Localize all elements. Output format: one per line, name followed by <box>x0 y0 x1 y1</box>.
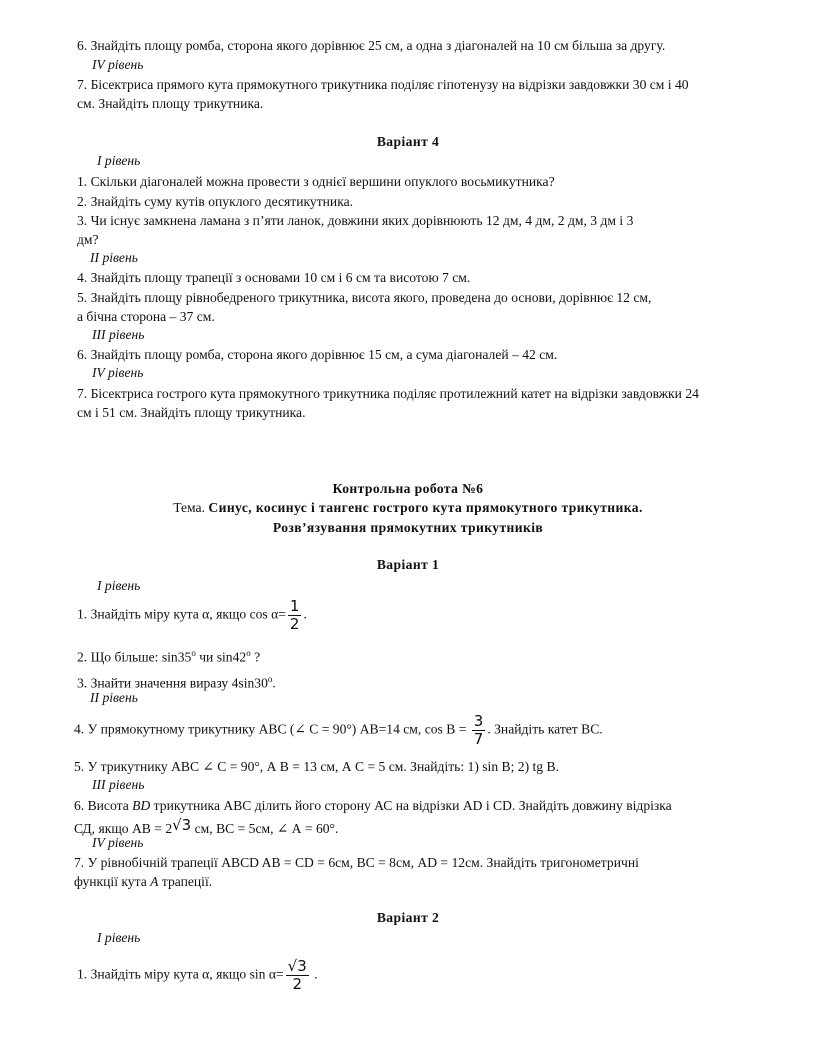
v1-level-4: IV рівень <box>92 835 144 850</box>
v4-question-2: 2. Знайдіть суму кутів опуклого десятикутника. <box>77 194 354 209</box>
v1-level-1: І рівень <box>97 578 141 593</box>
v4-question-3-line2: дм? <box>77 232 99 247</box>
v4-question-5-line1: 5. Знайдіть площу рівнобедреного трикутника, висота якого, проведена до основи, дорівнює 12 см, <box>77 290 652 305</box>
test-6-title: Контрольна робота №6 <box>332 481 484 496</box>
question-7-prev-line1: 7. Бісектриса прямого кута прямокутного трикутника поділяє гіпотенузу на відрізки завдовжки 30 см і 40 <box>77 77 689 92</box>
v1-q1-fraction <box>288 598 302 633</box>
v1-q7-line2-part2: трапеції. <box>158 874 213 889</box>
v4-level-4: IV рівень <box>92 365 144 380</box>
level-4-heading-prev: IV рівень <box>92 57 144 72</box>
v1-q2-part1: 2. Що більше: sin35 <box>77 649 192 665</box>
v1-q7-line2-part1: функції кута <box>74 874 151 889</box>
v1-level-2: ІІ рівень <box>90 690 138 705</box>
v1-q6-part2: трикутника АВС ділить його сторону АС на відрізки AD і CD. Знайдіть довжину відрізка <box>150 798 672 813</box>
v1-q4-end: . Знайдіть катет ВС. <box>487 721 603 737</box>
variant-2-title: Варіант 2 <box>376 910 440 925</box>
v1-q4-text: 4. У прямокутному трикутнику АВС (∠ С = 90°) АВ=14 см, cos В = <box>74 721 470 737</box>
v4-question-7-line1: 7. Бісектриса гострого кута прямокутного трикутника поділяє протилежний катет на відрізки завдовжки 24 <box>77 386 699 401</box>
question-6-prev: 6. Знайдіть площу ромба, сторона якого дорівнює 25 см, а одна з діагоналей на 10 см більша за другу. <box>77 38 666 53</box>
degree-sign: о <box>267 674 273 684</box>
v2-q1-fraction <box>286 958 309 993</box>
v1-q3-text: 3. Знайти значення виразу 4sin30 <box>77 675 268 691</box>
v1-question-2 <box>77 644 260 667</box>
v1-question-1 <box>77 598 307 633</box>
fraction-numerator: √3 <box>287 957 307 975</box>
v1-q1-text: 1. Знайдіть міру кута α, якщо cos α= <box>77 606 286 622</box>
v1-q6-bd: BD <box>132 798 151 813</box>
v1-q6-line2-part2: см, ВС = 5см, ∠ А = 60°. <box>191 821 339 836</box>
theme-prefix: Тема. <box>173 500 209 515</box>
test-6-theme <box>0 500 816 516</box>
variant-1-title: Варіант 1 <box>376 557 440 572</box>
v1-q7-angle: А <box>150 874 159 889</box>
v4-question-5-line2: а бічна сторона – 37 см. <box>77 309 215 324</box>
v1-q2-end: ? <box>250 649 261 665</box>
v1-question-5: 5. У трикутнику АВС ∠ С = 90°, А В = 13 см, А С = 5 см. Знайдіть: 1) sin В; 2) tg В. <box>74 759 559 774</box>
question-7-prev-line2: см. Знайдіть площу трикутника. <box>77 96 264 111</box>
v4-question-6: 6. Знайдіть площу ромба, сторона якого дорівнює 15 см, а сума діагоналей – 42 см. <box>77 347 558 362</box>
variant-4-title: Варіант 4 <box>376 134 440 149</box>
sqrt-3: √3 <box>172 816 192 834</box>
v1-question-4 <box>74 713 603 748</box>
v4-question-1: 1. Скільки діагоналей можна провести з однієї вершини опуклого восьмикутника? <box>77 174 555 189</box>
fraction-denominator: 2 <box>289 615 300 633</box>
v4-level-3: ІІІ рівень <box>92 327 145 342</box>
v2-q1-end: . <box>310 966 318 982</box>
fraction-denominator: 7 <box>473 730 484 748</box>
degree-sign: о <box>246 648 251 658</box>
v1-q1-end: . <box>303 606 307 622</box>
v1-question-7-line1: 7. У рівнобічній трапеції ABCD AB = CD = 6см, BC = 8см, AD = 12см. Знайдіть тригонометричні <box>74 855 639 870</box>
v4-question-4: 4. Знайдіть площу трапеції з основами 10 см і 6 см та висотою 7 см. <box>77 270 471 285</box>
v1-level-3: ІІІ рівень <box>92 777 145 792</box>
v1-q4-fraction <box>472 713 486 748</box>
v4-question-3-line1: 3. Чи існує замкнена ламана з п’яти ланок, довжини яких дорівнюють 12 дм, 4 дм, 2 дм, 3 дм і 3 <box>77 213 634 228</box>
v1-q2-part2: чи sin42 <box>195 649 247 665</box>
v2-question-1 <box>77 958 318 993</box>
theme-title: Синус, косинус і тангенс гострого кута прямокутного трикутника. <box>208 500 643 515</box>
v2-q1-text: 1. Знайдіть міру кута α, якщо sin α= <box>77 966 284 982</box>
v1-q3-end: . <box>272 675 276 691</box>
v4-level-1: І рівень <box>97 153 141 168</box>
v1-question-6-line1 <box>74 797 672 815</box>
v4-level-2: ІІ рівень <box>90 250 138 265</box>
v1-q6-part1: 6. Висота <box>74 798 133 813</box>
v4-question-7-line2: см і 51 см. Знайдіть площу трикутника. <box>77 405 306 420</box>
fraction-numerator: 1 <box>289 597 300 615</box>
degree-sign: о <box>191 648 196 658</box>
test-6-theme-line2: Розв’язування прямокутних трикутників <box>272 520 544 535</box>
v2-level-1: І рівень <box>97 930 141 945</box>
fraction-denominator: 2 <box>292 975 302 993</box>
fraction-numerator: 3 <box>473 712 484 730</box>
v1-question-7-line2 <box>74 873 212 891</box>
v1-q6-line2-part1: СД, якщо АВ = 2 <box>74 821 173 836</box>
